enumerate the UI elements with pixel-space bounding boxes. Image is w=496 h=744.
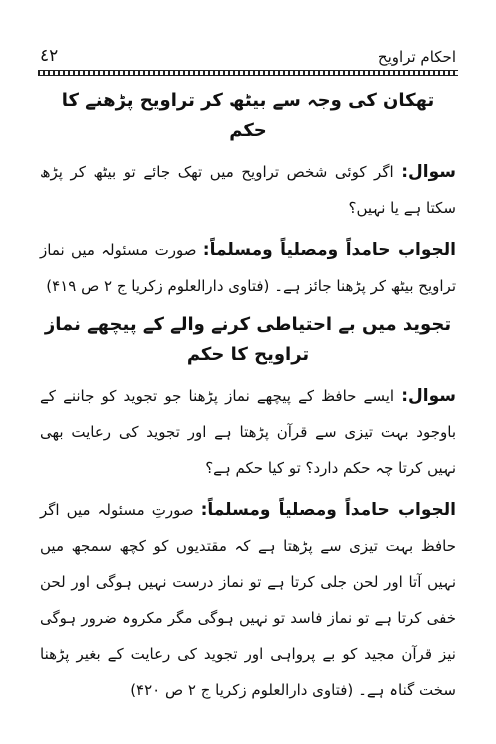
question-1	[40, 154, 456, 226]
answer-text: صورتِ مسئولہ میں اگر حافظ بہت تیزی سے پڑھتا ہے کہ مقتدیوں کو کچھ سمجھ میں نہیں آتا اور لحن جلی کرتا ہے تو نماز درست نہیں ہوگی اور لحن خفی کرتا ہے تو نماز فاسد تو نہیں ہوگی مگر مکروہ ضرور ہوگی نیز قرآن مجید کو بے پرواہی اور تجوید کی رعایت کے بغیر پڑھنا سخت گناہ ہے۔	[40, 501, 456, 699]
answer-text: صورت مسئولہ میں نماز تراویح بیٹھ کر پڑھنا جائز ہے۔	[40, 241, 456, 295]
question-text: ایسے حافظ کے پیچھے نماز پڑھنا جو تجوید کو جاننے کے باوجود بہت تیزی سے قرآن پڑھتا ہے اور تجوید کی رعایت بھی نہیں کرتا چہ حکم دارد؟ تو کیا حکم ہے؟	[40, 387, 456, 477]
page-number: ٤٢	[40, 46, 59, 66]
reference-citation: (فتاوی دارالعلوم زکریا ج ۲ ص ۴۲۰)	[130, 681, 354, 699]
header-divider	[38, 70, 458, 76]
question-label: سوال:	[401, 162, 456, 182]
answer-label: الجواب حامداً ومصلیاً ومسلماً:	[200, 500, 456, 520]
section-heading-2: تجوید میں بے احتیاطی کرنے والے کے پیچھے نماز تراویح کا حکم	[44, 314, 452, 365]
running-title: احکام تراویح	[377, 48, 456, 66]
page-header	[40, 44, 456, 66]
question-text: اگر کوئی شخص تراویح میں تھک جائے تو بیٹھ کر پڑھ سکتا ہے یا نہیں؟	[40, 163, 456, 217]
answer-2	[40, 492, 456, 708]
answer-1	[40, 232, 456, 304]
section-heading-1: تھکان کی وجہ سے بیٹھ کر تراویح پڑھنے کا حکم	[61, 90, 435, 141]
answer-label: الجواب حامداً ومصلیاً ومسلماً:	[202, 240, 456, 260]
page-content	[40, 86, 456, 714]
reference-citation: (فتاوی دارالعلوم زکریا ج ۲ ص ۴۱۹)	[46, 277, 270, 295]
question-label: سوال:	[401, 386, 456, 406]
question-2	[40, 378, 456, 486]
